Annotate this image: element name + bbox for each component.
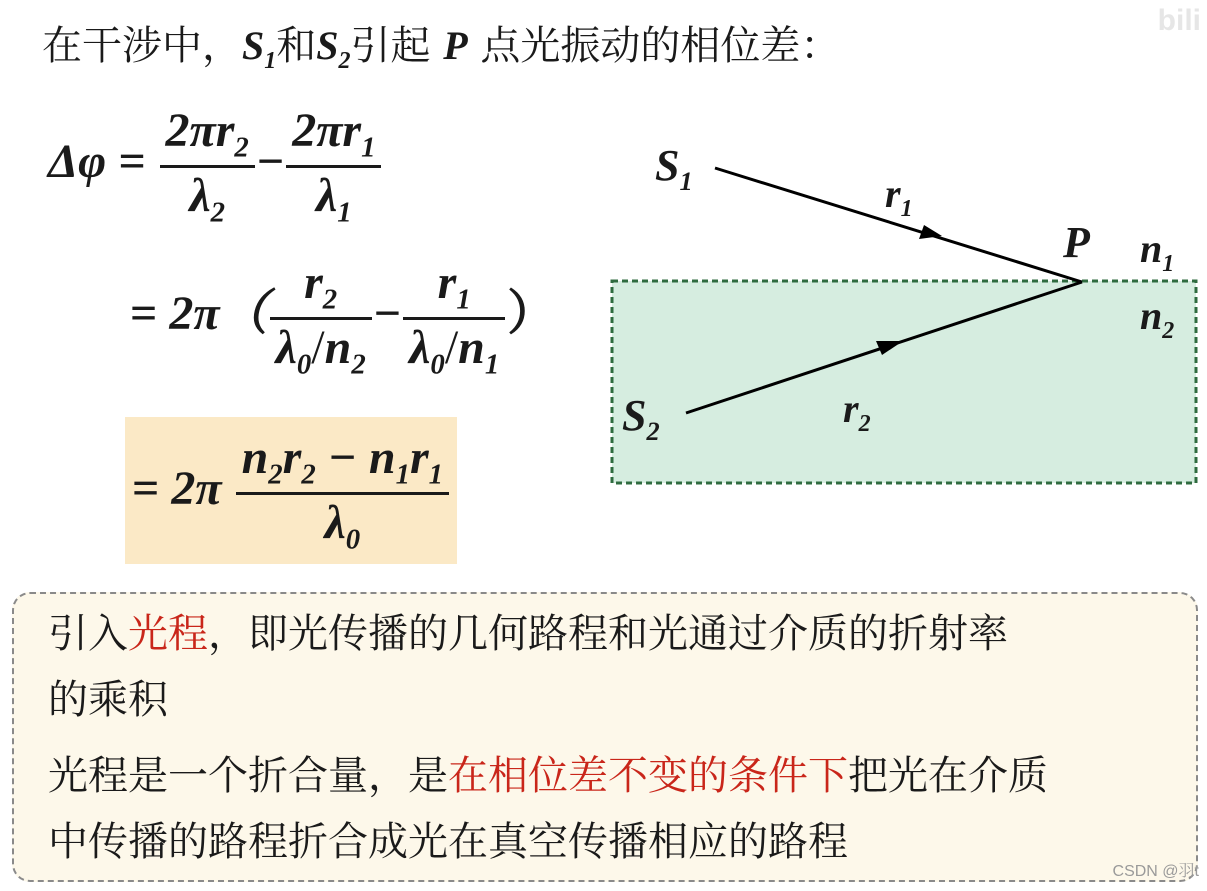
label-n1: $n_1$	[1140, 226, 1175, 277]
two-pi-open: 2π（	[169, 287, 268, 341]
fraction-r2-over-lambda0-n2: $\frac{r_2}{\lambda_0/n_2}$	[270, 255, 372, 381]
formula-line-2	[130, 255, 555, 381]
label-s1: $S_1$	[655, 141, 693, 196]
formula-line-1	[48, 103, 383, 229]
note-line-2: 的乘积	[48, 677, 168, 723]
label-p: P	[1063, 218, 1090, 267]
label-r1: $r_1$	[885, 171, 913, 222]
bilibili-logo: bili	[1157, 4, 1201, 37]
fraction-2pi-r1-lambda1: $\frac{2\pi r_1}{\lambda_1}$	[286, 103, 381, 229]
minus-sign: −	[256, 135, 285, 189]
equals-sign: =	[130, 287, 158, 341]
medium-region	[612, 281, 1196, 483]
watermark: CSDN @羽t	[1112, 863, 1199, 880]
fraction-optical-path: $\frac{n_2r_2 - n_1r_1}{\lambda_0}$	[236, 430, 450, 556]
p-symbol: P	[443, 23, 468, 68]
s2-symbol: $S_2$	[316, 23, 351, 74]
optical-path-note	[12, 592, 1198, 882]
heading-text-1: 在干涉中，	[42, 23, 242, 69]
minus-sign-2: −	[373, 287, 402, 341]
note-line-3: 光程是一个折合量，是在相位差不变的条件下把光在介质	[48, 753, 1048, 799]
equals-sign-3: =	[132, 462, 160, 516]
heading-text-3: 引起	[350, 23, 444, 69]
label-r2: $r_2$	[843, 386, 871, 437]
fraction-2pi-r2-lambda2: $\frac{2\pi r_2}{\lambda_2}$	[160, 103, 255, 229]
label-s2: $S_2$	[622, 391, 660, 446]
paren-close: ）	[507, 287, 556, 341]
note-line-4: 中传播的路程折合成光在真空传播相应的路程	[48, 819, 848, 865]
label-n2: $n_2$	[1140, 293, 1175, 344]
two-pi: 2π	[171, 462, 222, 516]
heading-text-2: 和	[276, 23, 317, 69]
heading-text-4: 点光振动的相位差：	[467, 23, 841, 69]
note-line-1: 引入光程，即光传播的几何路程和光通过介质的折射率	[48, 611, 1008, 657]
delta-phi: Δφ =	[48, 135, 146, 189]
s1-symbol: $S_1$	[242, 23, 277, 74]
fraction-r1-over-lambda0-n1: $\frac{r_1}{\lambda_0/n_1}$	[403, 255, 505, 381]
heading	[42, 14, 840, 75]
formula-line-3	[132, 430, 451, 556]
